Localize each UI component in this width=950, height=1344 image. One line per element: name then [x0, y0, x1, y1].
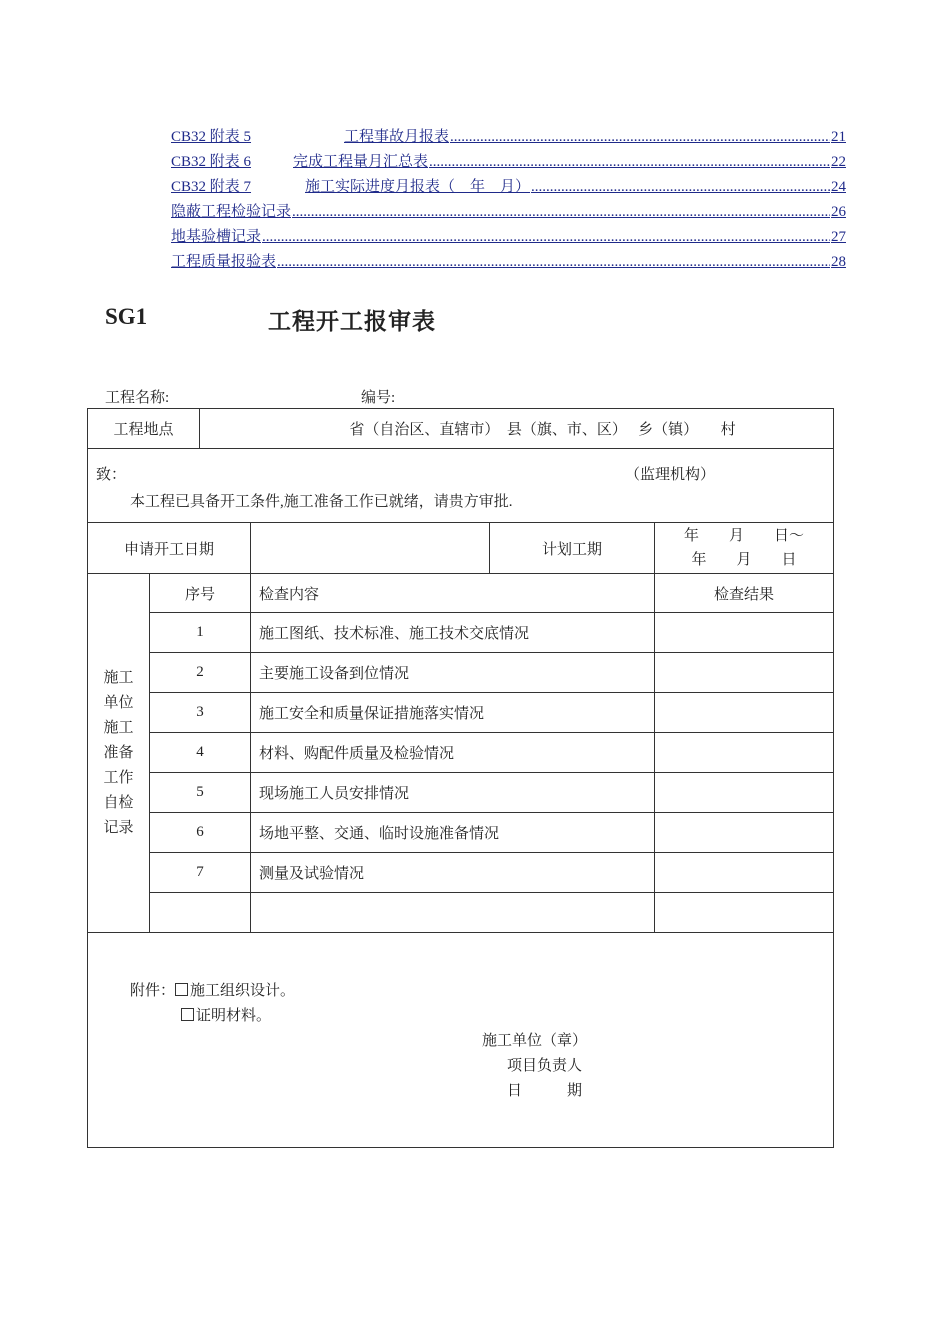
attachment-label: 附件：	[130, 983, 176, 999]
item-result-field[interactable]	[655, 733, 834, 773]
table-row	[88, 893, 834, 933]
item-content: 材料、购配件质量及检验情况	[251, 733, 655, 773]
item-result-field[interactable]	[655, 613, 834, 653]
table-row	[88, 773, 834, 813]
form-code: SG1	[105, 304, 148, 329]
toc-title: 工程质量报验表	[171, 254, 277, 270]
signature-block	[482, 1029, 833, 1104]
toc-leader	[277, 254, 830, 271]
apply-date-field[interactable]	[251, 523, 490, 574]
project-name-label: 工程名称:	[105, 390, 170, 406]
item-no: 5	[150, 773, 251, 813]
toc-link[interactable]	[171, 150, 846, 175]
item-content-field[interactable]	[251, 893, 655, 933]
toc-page: 21	[831, 129, 846, 145]
item-result-field[interactable]	[655, 693, 834, 733]
attachment-2-label: 证明材料。	[196, 1008, 272, 1024]
table-row	[88, 613, 834, 653]
manager-label: 项目负责人	[507, 1058, 583, 1074]
toc-page: 22	[831, 154, 846, 170]
table-row	[88, 653, 834, 693]
item-no: 6	[150, 813, 251, 853]
item-result-field[interactable]	[655, 853, 834, 893]
table-row	[88, 853, 834, 893]
toc-title: 施工实际进度月报表（ 年 月）	[305, 179, 531, 195]
item-result-field[interactable]	[655, 773, 834, 813]
col-result-header: 检查结果	[655, 574, 834, 613]
toc-link[interactable]	[171, 225, 846, 250]
toc-page: 24	[831, 179, 846, 195]
toc-title: 工程事故月报表	[344, 129, 450, 145]
toc-link[interactable]	[171, 250, 846, 275]
item-content: 施工图纸、技术标准、施工技术交底情况	[251, 613, 655, 653]
toc-title: 完成工程量月汇总表	[293, 154, 429, 170]
plan-period-start: 年 月 日～	[684, 528, 805, 544]
item-result-field[interactable]	[655, 893, 834, 933]
table-row	[88, 733, 834, 773]
item-content: 施工安全和质量保证措施落实情况	[251, 693, 655, 733]
plan-period-field[interactable]	[655, 523, 834, 574]
toc-link[interactable]	[171, 175, 846, 200]
toc-code: CB32 附表 7	[171, 179, 252, 195]
toc-page: 27	[831, 229, 846, 245]
date-label: 日 期	[507, 1083, 583, 1099]
attachment-line-1	[130, 979, 833, 1004]
toc-title: 地基验槽记录	[171, 229, 262, 245]
apply-date-label: 申请开工日期	[88, 523, 251, 574]
supervisor-field[interactable]: （监理机构）	[625, 467, 716, 483]
table-row	[88, 693, 834, 733]
item-no	[150, 893, 251, 933]
toc-link[interactable]	[171, 200, 846, 225]
item-no: 4	[150, 733, 251, 773]
date-row	[88, 523, 834, 574]
toc-page: 26	[831, 204, 846, 220]
address-cell	[88, 449, 834, 523]
self-check-label: 施工 单位 施工 准备 工作 自检 记录	[88, 574, 150, 933]
toc-leader	[429, 154, 830, 171]
toc-leader	[292, 204, 830, 221]
item-result-field[interactable]	[655, 813, 834, 853]
item-no: 7	[150, 853, 251, 893]
attachment-line-2	[130, 1004, 833, 1029]
address-row	[88, 449, 834, 523]
checkbox-construction-design[interactable]	[175, 983, 188, 996]
number-label: 编号:	[361, 390, 396, 406]
table-row	[88, 813, 834, 853]
plan-period-end: 年 月 日	[691, 552, 797, 568]
toc-leader	[262, 229, 830, 246]
unit-seal-label: 施工单位（章）	[482, 1033, 588, 1049]
attachment-row	[88, 933, 834, 1148]
request-text: 本工程已具备开工条件,施工准备工作已就绪，请贵方审批.	[130, 494, 513, 510]
col-seq-header: 序号	[150, 574, 251, 613]
toc-code: CB32 附表 6	[171, 154, 252, 170]
item-content: 主要施工设备到位情况	[251, 653, 655, 693]
location-row	[88, 409, 834, 449]
toc-code: CB32 附表 5	[171, 129, 252, 145]
item-content: 测量及试验情况	[251, 853, 655, 893]
location-label: 工程地点	[88, 409, 200, 449]
attachment-cell	[88, 933, 834, 1148]
toc-title: 隐蔽工程检验记录	[171, 204, 292, 220]
toc-link[interactable]	[171, 125, 846, 150]
item-content: 场地平整、交通、临时设施准备情况	[251, 813, 655, 853]
to-label: 致：	[96, 467, 127, 483]
location-field[interactable]: 省（自治区、直辖市） 县（旗、市、区） 乡（镇） 村	[200, 409, 834, 449]
col-content-header: 检查内容	[251, 574, 655, 613]
attachment-1-label: 施工组织设计。	[190, 983, 296, 999]
item-no: 3	[150, 693, 251, 733]
toc-page: 28	[831, 254, 846, 270]
item-no: 2	[150, 653, 251, 693]
toc-leader	[531, 179, 830, 196]
check-header-row	[88, 574, 834, 613]
toc-leader	[450, 129, 830, 146]
item-result-field[interactable]	[655, 653, 834, 693]
checkbox-certificates[interactable]	[181, 1008, 194, 1021]
plan-period-label: 计划工期	[490, 523, 655, 574]
item-no: 1	[150, 613, 251, 653]
form-title: 工程开工报审表	[268, 309, 436, 335]
form-table	[87, 408, 834, 1148]
item-content: 现场施工人员安排情况	[251, 773, 655, 813]
table-of-contents	[171, 125, 846, 275]
